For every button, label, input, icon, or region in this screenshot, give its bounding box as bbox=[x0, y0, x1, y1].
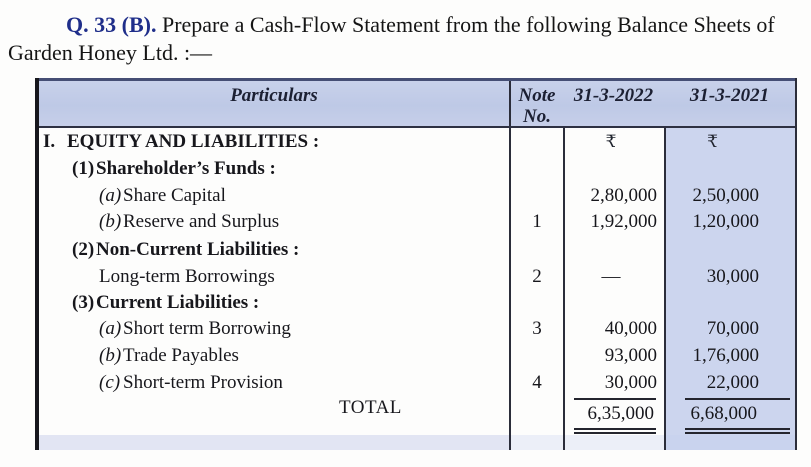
header-note-line1: Note bbox=[518, 85, 556, 106]
particulars-cell bbox=[39, 316, 509, 343]
table-row bbox=[39, 263, 795, 290]
amount-value: 30,000 bbox=[604, 372, 657, 393]
balance-sheet-table bbox=[35, 78, 797, 450]
particulars-cell bbox=[39, 156, 509, 183]
total-rule-box bbox=[685, 398, 790, 434]
amount-2022-cell bbox=[563, 343, 664, 370]
total-value: 6,68,000 bbox=[690, 403, 757, 424]
amount-2021-cell bbox=[664, 369, 795, 396]
question-text: Prepare a Cash-Flow Statement from the following Balance Sheets of bbox=[161, 12, 775, 37]
note-no-cell bbox=[509, 343, 563, 370]
amount-2021-cell bbox=[664, 396, 795, 435]
row-label: Current Liabilities : bbox=[96, 291, 260, 313]
note-no-cell bbox=[509, 396, 563, 435]
amount-2022-cell bbox=[563, 128, 664, 156]
amount-2021-cell bbox=[664, 316, 795, 343]
amount-2021-cell bbox=[664, 236, 795, 263]
total-label: TOTAL bbox=[339, 397, 402, 418]
row-marker: (b) bbox=[99, 211, 122, 232]
note-no-cell bbox=[509, 290, 563, 317]
particulars-cell bbox=[39, 369, 509, 396]
header-note-no bbox=[509, 81, 563, 126]
row-label: Reserve and Surplus bbox=[123, 211, 280, 232]
amount-value: 2,80,000 bbox=[590, 184, 657, 206]
amount-2022-cell bbox=[563, 183, 664, 210]
amount-value: 2,50,000 bbox=[692, 184, 759, 206]
currency-symbol: ₹ bbox=[605, 132, 617, 151]
table-row bbox=[39, 316, 795, 343]
particulars-cell bbox=[39, 396, 509, 435]
note-no-cell bbox=[509, 128, 563, 156]
strip-2021 bbox=[664, 435, 795, 450]
note-no-cell bbox=[509, 236, 563, 263]
amount-value: 1,20,000 bbox=[692, 211, 759, 232]
table-row bbox=[39, 290, 795, 317]
amount-value: — bbox=[601, 265, 621, 287]
amount-value: 30,000 bbox=[706, 265, 759, 287]
strip-particulars bbox=[39, 435, 509, 450]
amount-value: 22,000 bbox=[706, 372, 759, 393]
amount-2022-cell bbox=[563, 290, 664, 317]
question-number: Q. 33 (B). bbox=[66, 12, 157, 37]
currency-symbol: ₹ bbox=[707, 132, 718, 151]
amount-2021-cell bbox=[664, 343, 795, 370]
row-marker: (2) bbox=[72, 238, 95, 260]
header-particulars: Particulars bbox=[230, 85, 318, 106]
total-value: 6,35,000 bbox=[587, 403, 654, 424]
header-note-line2: No. bbox=[523, 106, 551, 126]
particulars-cell bbox=[39, 236, 509, 263]
particulars-cell bbox=[39, 290, 509, 317]
header-col-2022: 31-3-2022 bbox=[573, 85, 654, 106]
row-label: Non-Current Liabilities : bbox=[96, 238, 300, 260]
total-row bbox=[39, 396, 795, 435]
amount-value: 93,000 bbox=[604, 344, 657, 366]
row-label: Short term Borrowing bbox=[123, 318, 291, 339]
table-bottom-strip bbox=[39, 435, 795, 450]
row-label: Trade Payables bbox=[123, 344, 239, 366]
particulars-cell bbox=[39, 128, 509, 156]
amount-2022-cell bbox=[563, 396, 664, 435]
particulars-cell bbox=[39, 343, 509, 370]
amount-value: 70,000 bbox=[706, 318, 759, 339]
question-title-line2: Garden Honey Ltd. :— bbox=[8, 40, 213, 65]
amount-2022-cell bbox=[563, 236, 664, 263]
amount-2021-cell bbox=[664, 128, 795, 156]
strip-2022 bbox=[563, 435, 664, 450]
strip-note bbox=[509, 435, 563, 450]
row-marker: (a) bbox=[99, 184, 122, 206]
row-marker: I. bbox=[43, 131, 56, 152]
note-no-cell: 3 bbox=[509, 316, 563, 343]
amount-value: 40,000 bbox=[604, 318, 657, 339]
row-marker: (b) bbox=[99, 344, 122, 366]
total-rule-box bbox=[574, 398, 656, 434]
amount-2022-cell bbox=[563, 209, 664, 236]
row-marker: (a) bbox=[99, 318, 122, 339]
table-row bbox=[39, 209, 795, 236]
row-marker: (3) bbox=[72, 291, 95, 313]
amount-value: 1,76,000 bbox=[692, 344, 759, 366]
note-no-cell: 2 bbox=[509, 263, 563, 290]
question-title bbox=[8, 11, 803, 67]
table-row bbox=[39, 236, 795, 263]
amount-2021-cell bbox=[664, 183, 795, 210]
row-label: Shareholder’s Funds : bbox=[96, 158, 276, 179]
amount-value: 1,92,000 bbox=[590, 211, 657, 232]
particulars-cell bbox=[39, 263, 509, 290]
table-header-row bbox=[39, 78, 795, 128]
row-marker: (1) bbox=[72, 158, 95, 179]
amount-2021-cell bbox=[664, 209, 795, 236]
amount-2022-cell bbox=[563, 156, 664, 183]
table-row bbox=[39, 369, 795, 396]
table-row bbox=[39, 128, 795, 156]
amount-2021-cell bbox=[664, 290, 795, 317]
row-marker: (c) bbox=[99, 372, 121, 393]
particulars-cell bbox=[39, 209, 509, 236]
note-no-cell: 1 bbox=[509, 209, 563, 236]
table-body bbox=[39, 128, 795, 435]
row-label: Share Capital bbox=[123, 184, 226, 206]
table-row bbox=[39, 183, 795, 210]
row-label: Long-term Borrowings bbox=[99, 265, 275, 287]
amount-2022-cell bbox=[563, 263, 664, 290]
note-no-cell: 4 bbox=[509, 369, 563, 396]
note-no-cell bbox=[509, 156, 563, 183]
question-title-line1 bbox=[8, 11, 803, 39]
amount-2021-cell bbox=[664, 156, 795, 183]
amount-2021-cell bbox=[664, 263, 795, 290]
table-row bbox=[39, 343, 795, 370]
note-no-cell bbox=[509, 183, 563, 210]
amount-2022-cell bbox=[563, 369, 664, 396]
row-label: Short-term Provision bbox=[123, 372, 283, 393]
header-col-2021: 31-3-2021 bbox=[689, 85, 770, 106]
particulars-cell bbox=[39, 183, 509, 210]
row-label: EQUITY AND LIABILITIES : bbox=[67, 131, 320, 152]
amount-2022-cell bbox=[563, 316, 664, 343]
table-row bbox=[39, 156, 795, 183]
